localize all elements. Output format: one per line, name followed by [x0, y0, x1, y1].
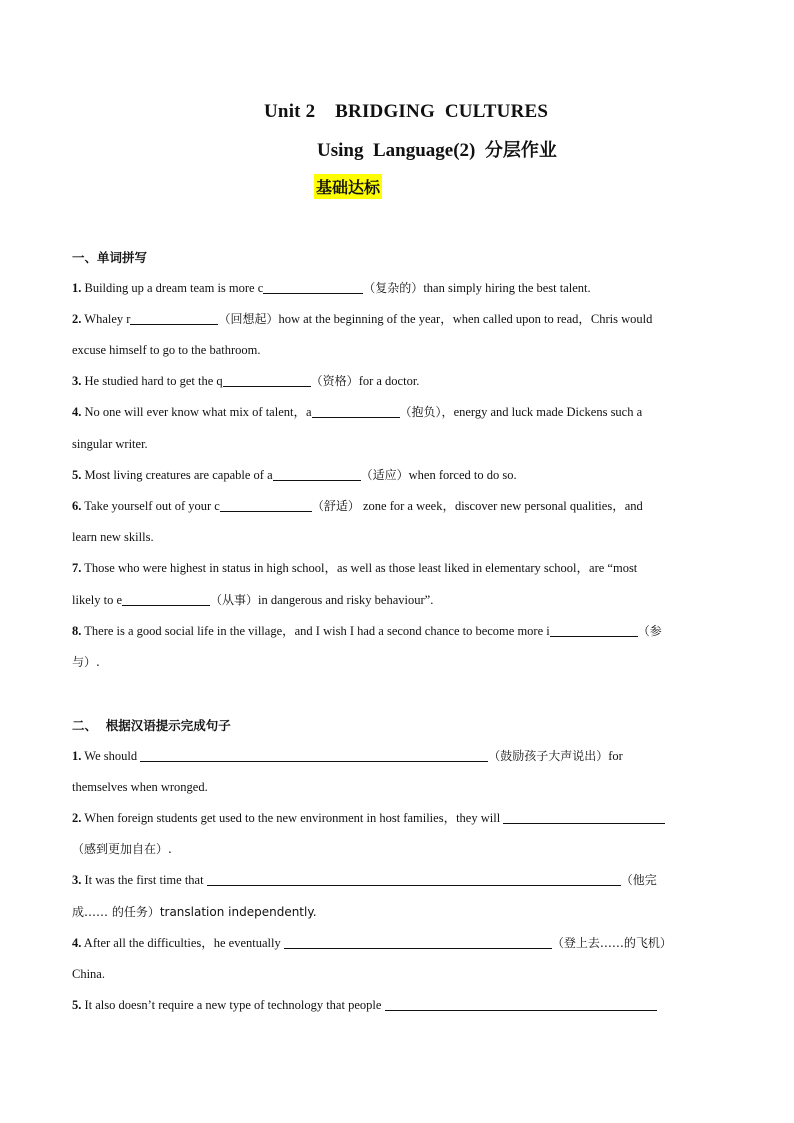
exercise-line: learn new skills.: [72, 530, 154, 544]
answer-blank[interactable]: [223, 373, 311, 387]
exercise-line: themselves when wronged.: [72, 780, 208, 794]
answer-blank[interactable]: [385, 997, 657, 1011]
exercise-line: 7. Those who were highest in status in high school，as well as those least liked in elementary school，are “most: [72, 561, 638, 575]
exercise-line: 3. He studied hard to get the q （资格）for a doctor.: [72, 374, 420, 388]
unit-title: Unit 2 BRIDGING CULTURES: [264, 101, 549, 122]
answer-blank[interactable]: [122, 592, 210, 606]
answer-blank[interactable]: [140, 748, 488, 762]
answer-blank[interactable]: [550, 623, 638, 637]
answer-blank[interactable]: [207, 872, 621, 886]
exercise-line: 2. When foreign students get used to the new environment in host families，they will: [72, 810, 722, 826]
exercise-line: 成…… 的任务）translation independently.: [72, 905, 317, 919]
section-heading-translation: 二、 根据汉语提示完成句子: [72, 718, 231, 733]
exercise-line: 1. We should （鼓励孩子大声说出）for: [72, 749, 623, 763]
answer-blank[interactable]: [503, 810, 665, 824]
section-heading-spelling: 一、单词拼写: [72, 250, 148, 265]
exercise-line: China.: [72, 967, 105, 981]
answer-blank[interactable]: [220, 498, 312, 512]
exercise-line: 与）.: [72, 655, 100, 669]
exercise-line: 1. Building up a dream team is more c （复杂的）than simply hiring the best talent.: [72, 281, 591, 295]
exercise-line: singular writer.: [72, 437, 148, 451]
exercise-line: 6. Take yourself out of your c （舒适） zone for a week，discover new personal qualities，and: [72, 499, 643, 513]
exercise-line: 4. After all the difficulties，he eventually （登上去……的飞机）: [72, 936, 672, 950]
exercise-line: （感到更加自在）.: [72, 842, 172, 856]
answer-blank[interactable]: [312, 404, 400, 418]
exercise-line: 5. Most living creatures are capable of a （适应）when forced to do so.: [72, 468, 517, 482]
exercise-line: 8. There is a good social life in the village，and I wish I had a second chance to become more i （参: [72, 624, 662, 638]
exercise-line: likely to e （从事）in dangerous and risky behaviour”.: [72, 593, 434, 607]
answer-blank[interactable]: [284, 935, 552, 949]
answer-blank[interactable]: [273, 467, 361, 481]
exercise-line: 2. Whaley r （回想起）how at the beginning of the year，when called upon to read，Chris would: [72, 312, 653, 326]
exercise-line: 5. It also doesn’t require a new type of technology that people: [72, 997, 722, 1013]
exercise-line: excuse himself to go to the bathroom.: [72, 343, 261, 357]
answer-blank[interactable]: [263, 280, 363, 294]
answer-blank[interactable]: [130, 311, 218, 325]
level-tag: 基础达标: [314, 174, 382, 199]
lesson-title: Using Language(2) 分层作业: [317, 140, 557, 161]
exercise-line: 3. It was the first time that （他完: [72, 873, 657, 887]
exercise-line: 4. No one will ever know what mix of talent，a （抱负），energy and luck made Dickens such a: [72, 405, 643, 419]
